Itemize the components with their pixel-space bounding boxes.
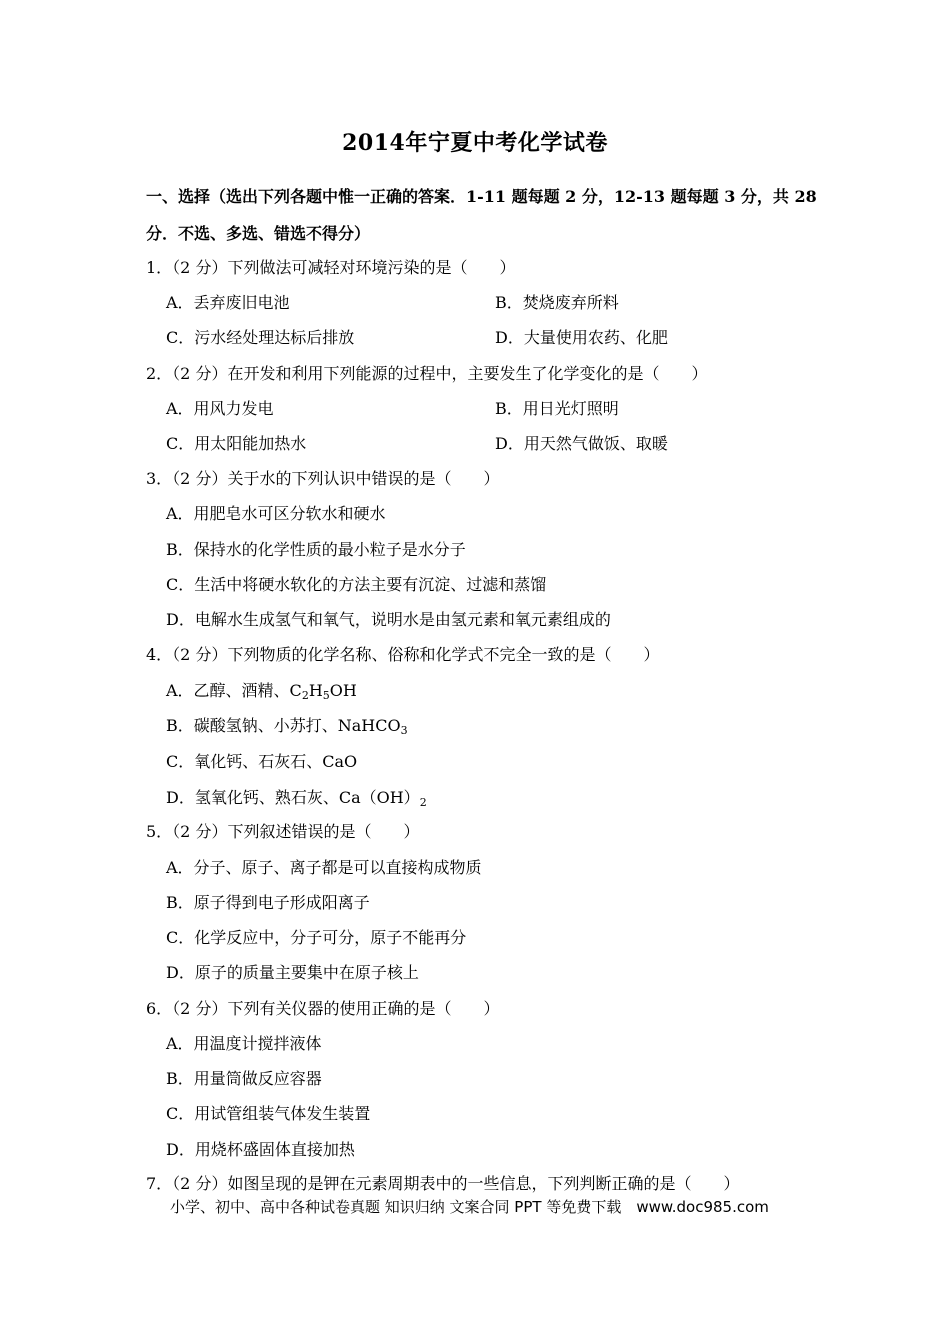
- question-4-stem: 4．（2 分）下列物质的化学名称、俗称和化学式不完全一致的是（ ）: [146, 645, 660, 664]
- question-6-option-c: C．用试管组装气体发生装置: [166, 1104, 371, 1123]
- option-a-text-mid: H: [308, 681, 323, 700]
- subscript: 3: [400, 724, 408, 737]
- question-3-option-c: C．生活中将硬水软化的方法主要有沉淀、过滤和蒸馏: [166, 575, 547, 594]
- question-2-option-d: D．用天然气做饭、取暖: [495, 434, 668, 453]
- option-b-text: B．碳酸氢钠、小苏打、NaHCO: [166, 716, 401, 735]
- question-1-stem: 1．（2 分）下列做法可减轻对环境污染的是（ ）: [146, 258, 516, 277]
- section-heading-line1: 一、选择（选出下列各题中惟一正确的答案．1-11 题每题 2 分，12-13 题每题 3 分，共 28: [146, 187, 817, 206]
- question-5-option-d: D．原子的质量主要集中在原子核上: [166, 963, 419, 982]
- question-1-option-c: C．污水经处理达标后排放: [166, 328, 355, 347]
- subscript: 2: [419, 796, 427, 809]
- question-1-option-b: B．焚烧废弃所料: [495, 293, 619, 312]
- question-2-stem: 2．（2 分）在开发和利用下列能源的过程中，主要发生了化学变化的是（ ）: [146, 364, 708, 383]
- question-4-option-d: [166, 785, 427, 808]
- option-a-text: A．乙醇、酒精、C: [166, 681, 302, 700]
- question-5-option-c: C．化学反应中，分子可分，原子不能再分: [166, 928, 467, 947]
- subscript: 5: [322, 689, 330, 702]
- question-7-stem: 7．（2 分）如图呈现的是钾在元素周期表中的一些信息，下列判断正确的是（ ）: [146, 1174, 740, 1193]
- question-5-option-a: A．分子、原子、离子都是可以直接构成物质: [166, 858, 482, 877]
- question-3-option-a: A．用肥皂水可区分软水和硬水: [166, 504, 386, 523]
- question-6-stem: 6．（2 分）下列有关仪器的使用正确的是（ ）: [146, 999, 500, 1018]
- question-3-option-d: D．电解水生成氢气和氧气，说明水是由氢元素和氧元素组成的: [166, 610, 611, 629]
- question-4-option-b: [166, 713, 408, 736]
- question-5-stem: 5．（2 分）下列叙述错误的是（ ）: [146, 822, 420, 841]
- page-title: 2014年宁夏中考化学试卷: [342, 130, 608, 156]
- question-6-option-b: B．用量筒做反应容器: [166, 1069, 322, 1088]
- question-2-option-c: C．用太阳能加热水: [166, 434, 307, 453]
- section-heading-line2: 分．不选、多选、错选不得分）: [146, 224, 371, 243]
- footer-watermark: 小学、初中、高中各种试卷真题 知识归纳 文案合同 PPT 等免费下载 www.doc985.com: [170, 1198, 769, 1216]
- question-4-option-a: [166, 678, 357, 701]
- question-5-option-b: B．原子得到电子形成阳离子: [166, 893, 370, 912]
- question-2-option-a: A．用风力发电: [166, 399, 274, 418]
- question-3-stem: 3．（2 分）关于水的下列认识中错误的是（ ）: [146, 469, 500, 488]
- question-3-option-b: B．保持水的化学性质的最小粒子是水分子: [166, 540, 466, 559]
- question-6-option-a: A．用温度计搅拌液体: [166, 1034, 322, 1053]
- question-6-option-d: D．用烧杯盛固体直接加热: [166, 1140, 355, 1159]
- question-1-option-a: A．丢弃废旧电池: [166, 293, 290, 312]
- question-1-option-d: D．大量使用农药、化肥: [495, 328, 668, 347]
- question-2-option-b: B．用日光灯照明: [495, 399, 619, 418]
- option-a-text-end: OH: [329, 681, 357, 700]
- subscript: 2: [301, 689, 309, 702]
- question-4-option-c: C．氧化钙、石灰石、CaO: [166, 752, 358, 771]
- option-d-text: D．氢氧化钙、熟石灰、Ca（OH）: [166, 788, 420, 807]
